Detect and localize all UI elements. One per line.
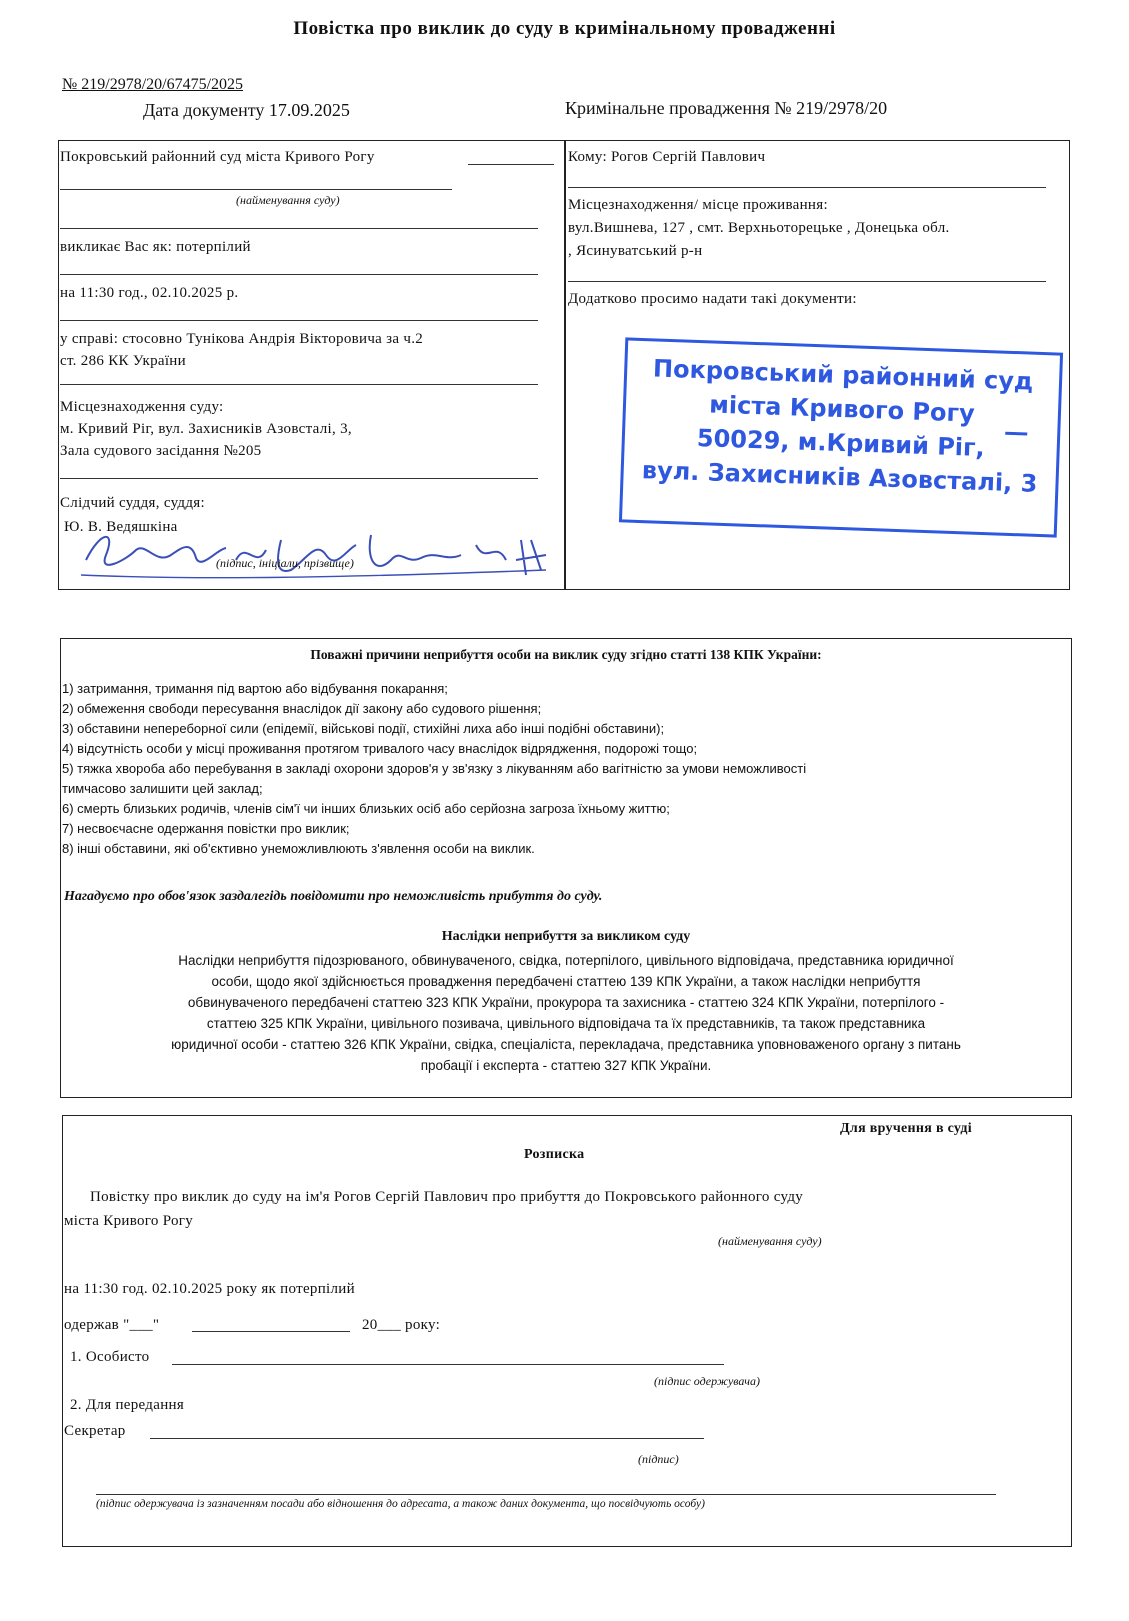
- criminal-case-number: Кримінальне провадження № 219/2978/20: [565, 98, 888, 118]
- reason-item: 6) смерть близьких родичів, членів сім'ї чи інших близьких осіб або серйозна загроза їхньому життю;: [62, 801, 670, 816]
- document-number: № 219/2978/20/67475/2025: [62, 76, 244, 93]
- secretary-label: Секретар: [64, 1423, 126, 1439]
- reason-item: 3) обставини непереборної сили (епідемії, військові події, стихійні лиха або інші подібні обставини);: [62, 721, 665, 736]
- separator-line: [568, 187, 1046, 188]
- consequence-line: обвинуваченого передбачені статтею 323 КПК України, прокурора та захисника - статтею 324 КПК України, потерпілого -: [187, 995, 945, 1010]
- stamp-line1: Покровський районний суд: [652, 354, 1034, 396]
- recipient: Кому: Рогов Сергій Павлович: [568, 149, 766, 165]
- transfer-label: 2. Для передання: [70, 1397, 185, 1413]
- separator-line: [60, 478, 538, 479]
- reminder: Нагадуємо про обов'язок заздалегідь повідомити про неможливість прибуття до суду.: [64, 889, 603, 904]
- residence-label: Місцезнаходження/ місце проживання:: [568, 197, 828, 213]
- case-description-line1: у справі: стосовно Тунікова Андрія Вікторовича за ч.2: [60, 331, 424, 347]
- reasons-heading: Поважні причини неприбуття особи на виклик суду згідно статті 138 КПК України:: [310, 647, 822, 662]
- received-month-line: [192, 1331, 350, 1332]
- court-location-line1: м. Кривий Ріг, вул. Захисників Азовсталі, 3,: [60, 421, 352, 437]
- consequence-line: Наслідки неприбуття підозрюваного, обвинуваченого, свідка, потерпілого, цивільного відповідача, представника юридичної: [178, 953, 954, 968]
- court-location-line2: Зала судового засідання №205: [60, 443, 262, 459]
- judge-label: Слідчий суддя, суддя:: [60, 495, 205, 511]
- judge-name: Ю. В. Ведяшкіна: [64, 519, 178, 535]
- receipt-line1: Повістку про виклик до суду на ім'я Рогов Сергій Павлович про прибуття до Покровського районного суду: [90, 1189, 804, 1205]
- signature-hint: (підпис, ініціали, прізвище): [216, 556, 354, 570]
- stamp-line3: 50029, м.Кривий Ріг,: [696, 423, 986, 463]
- case-description-line2: ст. 286 КК України: [60, 353, 186, 369]
- reason-item: 5) тяжка хвороба або перебування в закладі охорони здоров'я у зв'язку з лікуванням або вагітністю за умови неможливості: [62, 761, 807, 776]
- court-name-underline: [60, 189, 452, 190]
- reason-item: тимчасово залишити цей заклад;: [62, 781, 263, 796]
- receipt-line2: міста Кривого Рогу: [64, 1213, 194, 1229]
- for-court-label: Для вручення в суді: [840, 1121, 972, 1136]
- personally-label: 1. Особисто: [70, 1349, 150, 1365]
- personally-signature-line: [172, 1364, 724, 1365]
- secretary-signature-line: [150, 1438, 704, 1439]
- stamp-line4: вул. Захисників Азовсталі, 3: [641, 456, 1038, 498]
- document-date: Дата документу 17.09.2025: [143, 100, 350, 120]
- consequence-line: статтею 325 КПК України, цивільного позивача, цивільного відповідача та їх представників, та також представника: [206, 1016, 926, 1031]
- court-name-hint: (найменування суду): [236, 193, 340, 207]
- court-name: Покровський районний суд міста Кривого Рогу: [60, 149, 375, 165]
- consequence-line: юридичної особи - статтею 326 КПК України, свідка, спеціаліста, перекладача, представника уповноваженого органу з питань: [171, 1037, 961, 1052]
- stamp-line2: міста Кривого Рогу: [708, 390, 976, 428]
- reason-item: 8) інші обставини, які об'єктивно унеможливлюють з'явлення особи на виклик.: [62, 841, 535, 856]
- separator-line: [60, 384, 538, 385]
- footer-hint: (підпис одержувача із зазначенням посади або відношення до адресата, а також даних документа, що посвідчують особу): [96, 1498, 705, 1510]
- consequence-line: особи, щодо якої здійснюється провадження передбачені статтею 139 КПК України, а також наслідки неприбуття: [211, 974, 921, 989]
- hearing-time: на 11:30 год., 02.10.2025 р.: [60, 285, 239, 301]
- receipt-heading: Розписка: [524, 1147, 585, 1162]
- separator-line: [60, 228, 538, 229]
- court-stamp: [619, 337, 1063, 537]
- reason-item: 2) обмеження свободи пересування внаслідок дії закону або судового рішення;: [62, 701, 542, 716]
- receipt-time: на 11:30 год. 02.10.2025 року як потерпілий: [64, 1281, 355, 1297]
- residence-line1: вул.Вишнева, 127 , смт. Верхньоторецьке , Донецька обл.: [568, 220, 950, 236]
- consequences-heading: Наслідки неприбуття за викликом суду: [441, 929, 691, 944]
- recipient-signature-hint: (підпис одержувача): [654, 1374, 760, 1388]
- court-name-line: [468, 164, 554, 165]
- separator-line: [60, 320, 538, 321]
- reason-item: 1) затримання, тримання під вартою або відбування покарання;: [62, 681, 448, 696]
- separator-line: [568, 281, 1046, 282]
- residence-line2: , Ясинуватський р-н: [568, 243, 703, 259]
- secretary-signature-hint: (підпис): [638, 1452, 679, 1466]
- separator-line: [60, 274, 538, 275]
- received-year: 20___ року:: [362, 1317, 441, 1333]
- reason-item: 4) відсутність особи у місці проживання протягом тривалого часу внаслідок відрядження, подорожі тощо;: [62, 741, 698, 756]
- additional-documents: Додатково просимо надати такі документи:: [568, 291, 857, 307]
- footer-signature-line: [96, 1494, 996, 1495]
- page-title: Повістка про виклик до суду в кримінальному провадженні: [293, 18, 836, 39]
- received-label: одержав "___": [64, 1317, 160, 1333]
- court-location-label: Місцезнаходження суду:: [60, 399, 224, 415]
- reason-item: 7) несвоєчасне одержання повістки про виклик;: [62, 821, 350, 836]
- consequence-line: пробації і експерта - статтею 327 КПК України.: [420, 1058, 712, 1073]
- summon-role: викликає Вас як: потерпілий: [60, 239, 251, 255]
- receipt-court-hint: (найменування суду): [718, 1234, 822, 1248]
- handwritten-signature: [76, 520, 576, 590]
